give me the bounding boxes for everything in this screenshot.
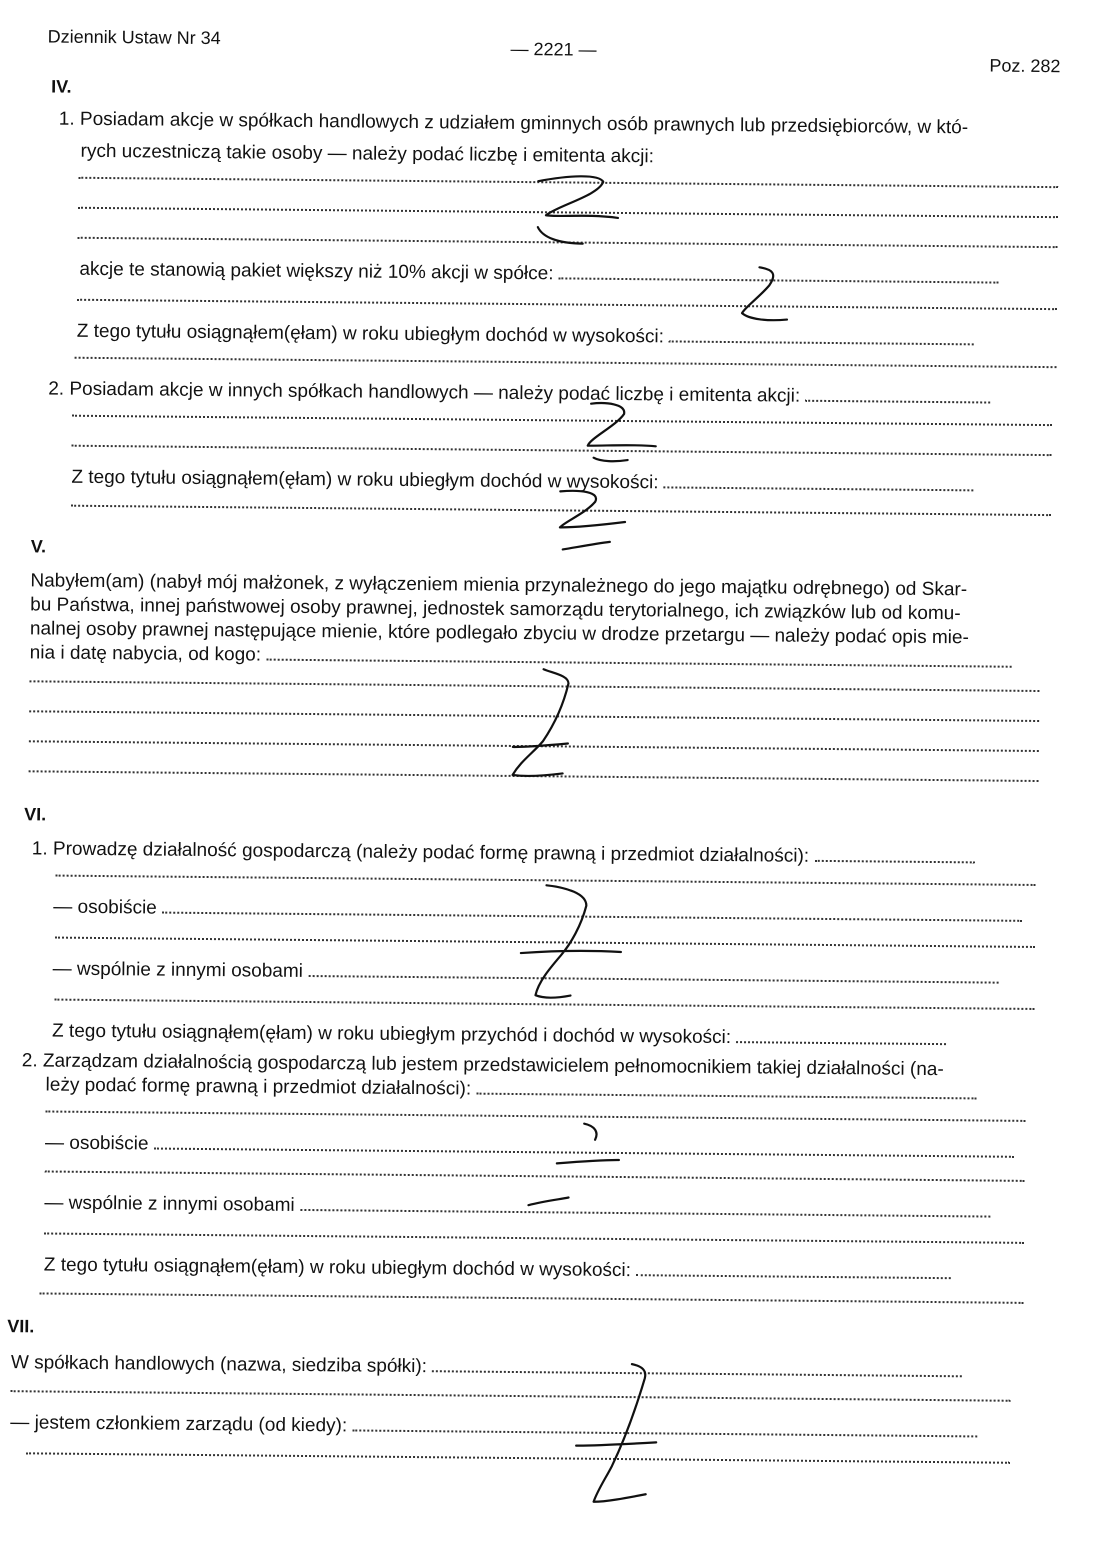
board-member-text: — jestem członkiem zarządu (od kiedy): [10, 1412, 348, 1437]
fill-line[interactable] [56, 875, 1036, 886]
section-vii-companies [11, 1352, 963, 1383]
income2-fill[interactable] [664, 485, 974, 491]
fill-line[interactable] [55, 937, 1035, 948]
section-vi-item1 [32, 838, 975, 869]
section-v-heading: V. [30, 536, 47, 557]
journal-title: Dziennik Ustaw Nr 34 [47, 26, 221, 49]
personally2-fill[interactable] [154, 1147, 1014, 1158]
jointly2-fill[interactable] [300, 1208, 990, 1218]
section-v-line2: bu Państwa, innej państwowej osoby prawnej, jednostek samorządu terytorialnego, ich związków lub od komu- [30, 594, 961, 625]
fill-line[interactable] [40, 1292, 1024, 1303]
fill-line[interactable] [29, 770, 1039, 782]
fill-line[interactable] [29, 740, 1039, 752]
packet-fill[interactable] [559, 276, 999, 283]
income1-text: Z tego tytułu osiągnąłem(ęłam) w roku ubiegłym dochód w wysokości: [76, 320, 665, 348]
section-vi-income2 [44, 1254, 952, 1285]
section-iv-item2 [48, 378, 990, 409]
vi-income1-text: Z tego tytułu osiągnąłem(ęłam) w roku ubiegłym przychód i dochód w wysokości: [52, 1020, 732, 1049]
vi-item1-fill[interactable] [814, 859, 974, 864]
section-vi-heading: VI. [24, 804, 47, 825]
section-v-line1: Nabyłem(am) (nabył mój małżonek, z wyłączeniem mienia przynależnego do jego majątku odrębnego) od Skar- [30, 570, 968, 601]
vi-income1-fill[interactable] [736, 1040, 946, 1045]
section-vi-personally2 [45, 1132, 1014, 1163]
fill-line[interactable] [78, 237, 1058, 248]
section-vi-jointly1 [53, 959, 999, 990]
fill-line[interactable] [78, 177, 1058, 188]
section-vi-income1 [52, 1021, 946, 1052]
companies-text: W spółkach handlowych (nazwa, siedziba spółki): [10, 1352, 428, 1378]
fill-line[interactable] [45, 1110, 1025, 1121]
jointly1-text: — wspólnie z innymi osobami [52, 958, 304, 982]
personally1-fill[interactable] [162, 911, 1022, 922]
personally1-text: — osobiście [53, 896, 157, 919]
fill-line[interactable] [11, 1390, 1011, 1402]
section-iv-packet-label [79, 259, 999, 290]
fill-line[interactable] [72, 415, 1052, 426]
board-member-fill[interactable] [352, 1428, 977, 1437]
section-vii-board-member [10, 1412, 977, 1443]
vi-item1-text: 1. Prowadzę działalność gospodarczą (należy podać formę prawną i przedmiot działalności): [31, 838, 810, 867]
income2-text: Z tego tytułu osiągnąłem(ęłam) w roku ubiegłym dochód w wysokości: [71, 466, 659, 494]
jointly1-fill[interactable] [308, 974, 998, 984]
personally2-text: — osobiście [44, 1132, 149, 1155]
fill-line[interactable] [71, 505, 1051, 516]
fill-line[interactable] [54, 999, 1034, 1010]
position-number: Poz. 282 [989, 55, 1061, 77]
section-v-line3: nalnej osoby prawnej następujące mienie, które podlegało zbyciu w drodze przetargu — należy podać opis mie- [29, 618, 969, 649]
section-iv-item1-line2: rych uczestniczą takie osoby — należy podać liczbę i emitenta akcji: [80, 140, 655, 168]
z-mark-vi-2 [528, 1123, 619, 1206]
item2-fill[interactable] [805, 399, 990, 404]
item2-text: 2. Posiadam akcje w innych spółkach handlowych — należy podać liczbę i emitenta akcji: [48, 378, 801, 407]
fill-line[interactable] [26, 1452, 1010, 1463]
section-iv-heading: IV. [51, 76, 72, 97]
item2-line2-fill[interactable] [476, 1092, 976, 1100]
line4-text: nia i datę nabycia, od kogo: [29, 642, 262, 666]
section-vi-jointly2 [44, 1192, 990, 1223]
fill-line[interactable] [29, 680, 1039, 692]
section-vi-personally1 [53, 897, 1022, 928]
page-number: — 2221 — [510, 38, 597, 60]
section-iv-item1-line1: 1. Posiadam akcje w spółkach handlowych z udziałem gminnych osób prawnych lub przedsiębiorców, w któ- [58, 108, 969, 139]
income1-fill[interactable] [669, 339, 974, 345]
line4-fill[interactable] [266, 658, 1011, 668]
item2-line2-text: leży podać formę prawną i przedmiot działalności): [45, 1074, 472, 1100]
fill-line[interactable] [77, 299, 1057, 310]
section-vi-item2-line1: 2. Zarządzam działalnością gospodarczą lub jestem przedstawicielem pełnomocnikiem takiej działalności (na- [21, 1050, 944, 1081]
companies-fill[interactable] [432, 1369, 962, 1377]
section-iv-income2-label [71, 467, 974, 498]
fill-line[interactable] [44, 1232, 1024, 1243]
z-mark-iv-4 [560, 491, 626, 550]
fill-line[interactable] [75, 357, 1057, 368]
vi-income2-fill[interactable] [636, 1273, 951, 1279]
z-mark-iv-1 [538, 176, 619, 244]
vi-income2-text: Z tego tytułu osiągnąłem(ęłam) w roku ubiegłym dochód w wysokości: [43, 1254, 632, 1282]
fill-line[interactable] [45, 1170, 1025, 1181]
packet-text: akcje te stanowią pakiet większy niż 10% akcji w spółce: [79, 258, 554, 285]
fill-line[interactable] [29, 710, 1039, 722]
fill-line[interactable] [78, 207, 1058, 218]
z-mark-iv-3 [588, 403, 657, 462]
fill-line[interactable] [72, 445, 1052, 456]
section-iv-income1-label [77, 321, 975, 352]
section-vii-heading: VII. [7, 1316, 35, 1337]
jointly2-text: — wspólnie z innymi osobami [44, 1192, 295, 1216]
